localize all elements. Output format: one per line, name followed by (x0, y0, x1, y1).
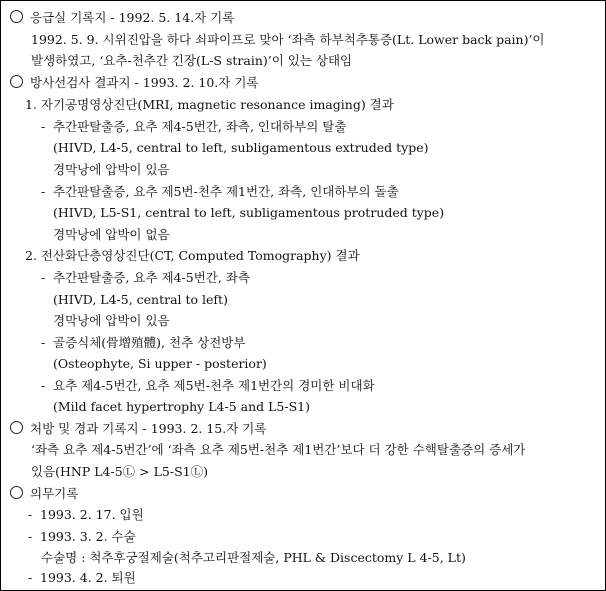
circle-bullet-icon (10, 421, 23, 434)
ct-item-detail: (Mild facet hypertrophy L4-5 and L5-S1) (53, 399, 310, 414)
ct-item-dash: - 골증식체(骨增殖體), 천추 상전방부 (41, 335, 246, 350)
record-item-discharge: - 1993. 4. 2. 퇴원 (28, 570, 136, 585)
ct-title: 2. 전산화단층영상진단(CT, Computed Tomography) 결과 (25, 248, 360, 263)
er-note-line-1: 1992. 5. 9. 시위진압을 하다 쇠파이프로 맞아 ‘좌측 하부척추통증(Lt. Lower back pain)’이 (31, 32, 545, 47)
ct-item-detail: 경막낭에 압박이 있음 (53, 313, 170, 328)
mri-item-dash: - 추간판탈출증, 요추 제4-5번간, 좌측, 인대하부의 탈출 (41, 119, 347, 134)
ct-item-dash: - 추간판탈출증, 요추 제4-5번간, 좌측 (41, 270, 250, 285)
er-note-line-2: 발생하였고, ‘요추-천추간 긴장(L-S strain)’이 있는 상태임 (31, 53, 353, 68)
section-heading-radiology: 방사선검사 결과지 - 1993. 2. 10.자 기록 (10, 72, 258, 93)
ct-item-detail: (HIVD, L4-5, central to left) (53, 292, 228, 307)
mri-item-detail: 경막낭에 압박이 없음 (53, 227, 170, 242)
prescription-note-line-1: ‘좌측 요추 제4-5번간’에 ‘좌측 요추 제5번-천추 제1번간’보다 더 강한 수핵탈출증의 증세가 (31, 442, 526, 457)
section-heading-medical-record: 의무기록 (10, 483, 78, 504)
record-surgery-name: 수술명 : 척추후궁절제술(척추고리판절제술, PHL & Discectomy L 4-5, Lt) (41, 550, 466, 565)
mri-item-detail: 경막낭에 압박이 있음 (53, 162, 170, 177)
section-heading-prescription: 처방 및 경과 기록지 - 1993. 2. 15.자 기록 (10, 418, 266, 439)
prescription-note-line-2: 있음(HNP L4-5Ⓛ > L5-S1Ⓛ) (31, 464, 208, 479)
record-item-admission: - 1993. 2. 17. 입원 (28, 507, 144, 522)
section-heading-er: 응급실 기록지 - 1992. 5. 14.자 기록 (10, 7, 234, 28)
record-item-surgery: - 1993. 3. 2. 수술 (28, 529, 136, 544)
ct-item-detail: (Osteophyte, Si upper - posterior) (53, 356, 267, 371)
ct-item-dash: - 요추 제4-5번간, 요추 제5번-천추 제1번간의 경미한 비대화 (41, 378, 375, 393)
circle-bullet-icon (10, 486, 23, 499)
mri-title: 1. 자기공명영상진단(MRI, magnetic resonance imaging) 결과 (25, 97, 394, 112)
circle-bullet-icon (10, 75, 23, 88)
mri-item-detail: (HIVD, L4-5, central to left, subligamentous extruded type) (53, 140, 429, 155)
circle-bullet-icon (10, 10, 23, 23)
mri-item-dash: - 추간판탈출증, 요추 제5번-천추 제1번간, 좌측, 인대하부의 돌출 (41, 184, 399, 199)
mri-item-detail: (HIVD, L5-S1, central to left, subligamentous protruded type) (53, 205, 445, 220)
